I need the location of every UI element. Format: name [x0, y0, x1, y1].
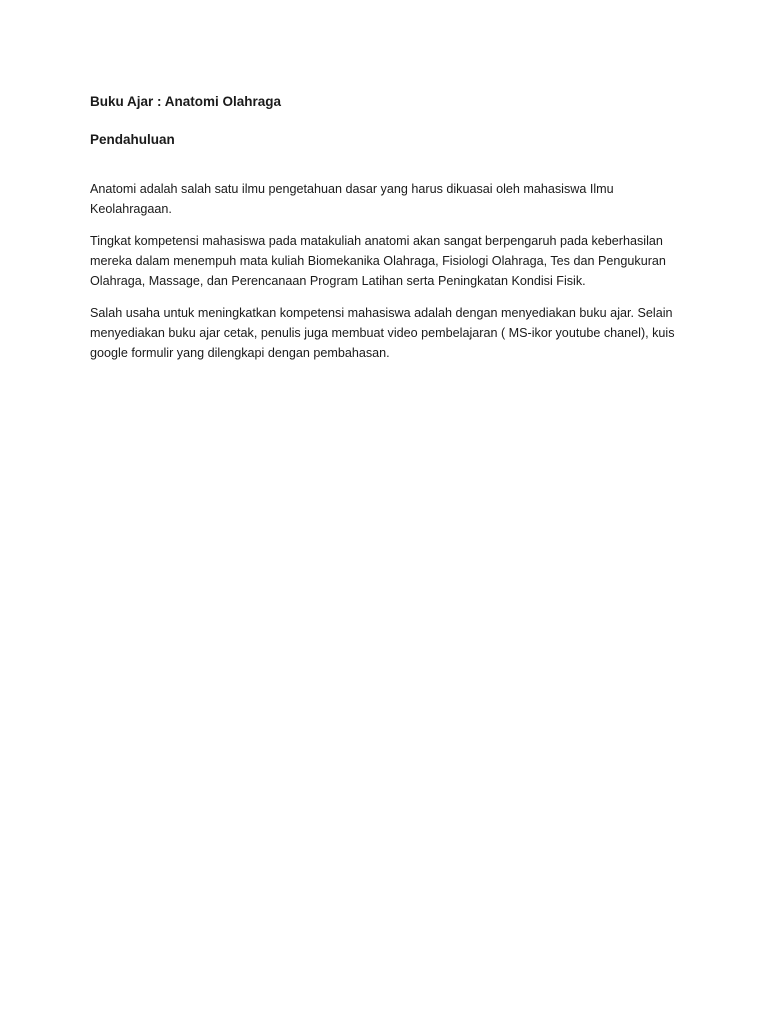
paragraph-intro: Anatomi adalah salah satu ilmu pengetahuan dasar yang harus dikuasai oleh mahasiswa Ilmu Keolahragaan. — [90, 182, 614, 216]
section-heading: Pendahuluan — [90, 132, 175, 147]
paragraph-competency: Tingkat kompetensi mahasiswa pada matakuliah anatomi akan sangat berpengaruh pada keberhasilan mereka dalam menempuh mata kuliah Biomekanika Olahraga, Fisiologi Olahraga, Tes dan Pengukuran Olahraga, Massage, dan Perencanaan Program Latihan serta Peningkatan Kondisi Fisik. — [90, 234, 666, 288]
document-body — [90, 92, 680, 363]
paragraph-effort: Salah usaha untuk meningkatkan kompetensi mahasiswa adalah dengan menyediakan buku ajar. Selain menyediakan buku ajar cetak, penulis juga membuat video pembelajaran ( MS-ikor youtube chanel), kuis google formulir yang dilengkapi dengan pembahasan. — [90, 306, 675, 360]
document-title: Buku Ajar : Anatomi Olahraga — [90, 94, 282, 109]
